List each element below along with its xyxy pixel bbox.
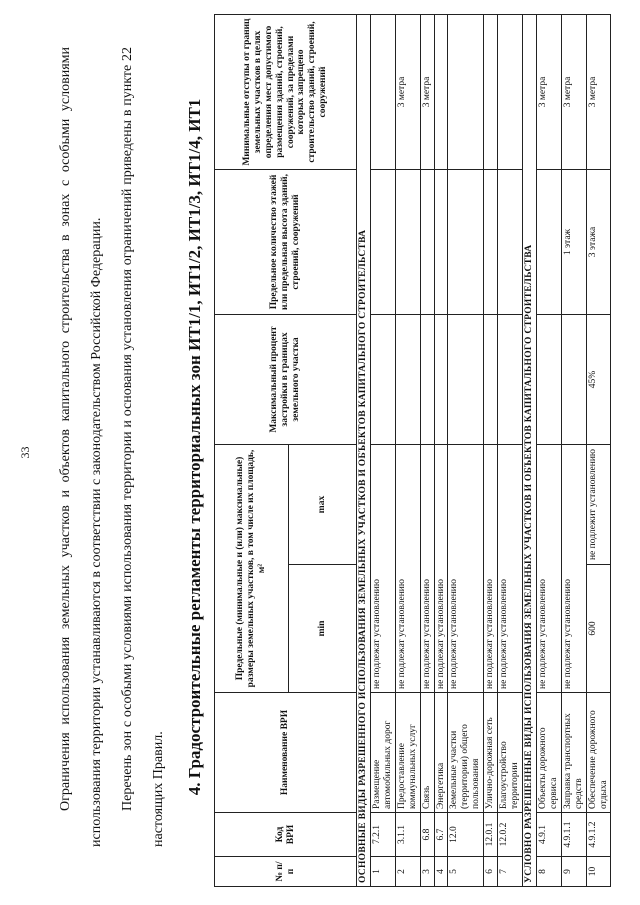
cell-code: 3.1.1 [395, 813, 420, 857]
header-setback: Минимальные отступы от границ земельных участков в целях определения мест допустимого размещения зданий, строений, сооружений, за пределами которых запрещено строительство зданий, строений, сооружений [215, 15, 357, 170]
cell-num: 10 [586, 857, 611, 887]
cell-code: 7.2.1 [370, 813, 395, 857]
cell-sizes: не подлежат установлению [498, 445, 523, 693]
header-min: min [289, 565, 357, 693]
cell-name: Объекты дорожного сервиса [536, 693, 561, 813]
table-row [536, 15, 561, 887]
cell-name: Размещение автомобильных дорог [370, 693, 395, 813]
intro-text [50, 47, 174, 847]
cell-num: 8 [536, 857, 561, 887]
table-row [484, 15, 498, 887]
cell-sizes: не подлежат установлению [561, 445, 586, 693]
cell-percent [395, 315, 420, 445]
cell-name: Энергетика [434, 693, 448, 813]
cell-setback [370, 15, 395, 170]
cell-percent [498, 315, 523, 445]
cell-name: Связь [420, 693, 434, 813]
cell-name: Благоустройство территории [498, 693, 523, 813]
cell-code: 4.9.1.1 [561, 813, 586, 857]
section-title: 4. Градостроительные регламенты территориальных зон ИТ1/1, ИТ1/2, ИТ1/3, ИТ1/4, ИТ1 [185, 98, 204, 796]
cell-code: 4.9.1 [536, 813, 561, 857]
cell-floors [434, 170, 448, 315]
cell-setback [484, 15, 498, 170]
cell-percent [420, 315, 434, 445]
cell-floors [395, 170, 420, 315]
cell-code: 4.9.1.2 [586, 813, 611, 857]
cell-code: 12.0 [448, 813, 484, 857]
table-row [498, 15, 523, 887]
cell-sizes: не подлежат установлению [536, 445, 561, 693]
cell-sizes: не подлежат установлению [434, 445, 448, 693]
header-percent: Максимальный процент застройки в границах земельного участка [215, 315, 357, 445]
table-row [370, 15, 395, 887]
cell-code: 12.0.1 [484, 813, 498, 857]
header-name: Наименование ВРИ [215, 693, 357, 813]
table-row [561, 15, 586, 887]
page-number: 33 [18, 446, 32, 459]
cell-sizes: не подлежат установлению [484, 445, 498, 693]
cell-name: Земельные участки (территории) общего пользования [448, 693, 484, 813]
intro-paragraph-2: Перечень зон с особыми условиями использования территории и основания установления ограничений приведены в пункте 22 настоящих Правил. [120, 47, 166, 847]
cell-sizes: не подлежат установлению [395, 445, 420, 693]
cell-percent [448, 315, 484, 445]
header-floors: Предельное количество этажей или предельная высота зданий, строений, сооружений [215, 170, 357, 315]
cell-min: 600 [586, 565, 611, 693]
cell-floors [498, 170, 523, 315]
cell-num: 6 [484, 857, 498, 887]
cell-setback: 3 метра [536, 15, 561, 170]
cell-percent [536, 315, 561, 445]
cell-name: Предоставление коммунальных услуг [395, 693, 420, 813]
cell-floors [536, 170, 561, 315]
cell-setback [434, 15, 448, 170]
cell-setback [448, 15, 484, 170]
cell-percent [561, 315, 586, 445]
cell-setback: 3 метра [561, 15, 586, 170]
cell-sizes: не подлежат установлению [420, 445, 434, 693]
cell-sizes: не подлежат установлению [448, 445, 484, 693]
cell-code: 12.0.2 [498, 813, 523, 857]
table-row [420, 15, 434, 887]
section-conditional-heading: УСЛОВНО РАЗРЕШЕННЫЕ ВИДЫ ИСПОЛЬЗОВАНИЯ ЗЕМЕЛЬНЫХ УЧАСТКОВ И ОБЪЕКТОВ КАПИТАЛЬНОГО СТРОИТЕЛЬСТВА [522, 15, 536, 887]
cell-num: 2 [395, 857, 420, 887]
intro-paragraph-1: Ограничения использования земельных участков и объектов капитального строительства в зонах с особыми условиями использования территории устанавливаются в соответствии с законодательством Российской Федерации. [58, 47, 104, 847]
cell-floors [420, 170, 434, 315]
cell-name: Обеспечение дорожного отдыха [586, 693, 611, 813]
cell-num: 9 [561, 857, 586, 887]
cell-max: не подлежит установлению [586, 445, 611, 565]
cell-num: 1 [370, 857, 395, 887]
header-sizes: Предельные (минимальные и (или) максимальные) размеры земельных участков, в том числе их площадь, м² [215, 445, 289, 693]
cell-percent: 45% [586, 315, 611, 445]
table-row [586, 15, 611, 887]
cell-floors [484, 170, 498, 315]
cell-floors: 1 этаж [561, 170, 586, 315]
cell-percent [370, 315, 395, 445]
header-max: max [289, 445, 357, 565]
section-main-heading: ОСНОВНЫЕ ВИДЫ РАЗРЕШЕННОГО ИСПОЛЬЗОВАНИЯ ЗЕМЕЛЬНЫХ УЧАСТКОВ И ОБЪЕКТОВ КАПИТАЛЬНОГО СТРОИТЕЛЬСТВА [357, 15, 371, 887]
regulations-table [214, 14, 611, 887]
table-row [434, 15, 448, 887]
header-num: № п/п [215, 857, 357, 887]
cell-setback: 3 метра [395, 15, 420, 170]
cell-name: Заправка транспортных средств [561, 693, 586, 813]
cell-setback: 3 метра [420, 15, 434, 170]
cell-num: 3 [420, 857, 434, 887]
cell-name: Улично-дорожная сеть [484, 693, 498, 813]
cell-setback [498, 15, 523, 170]
cell-floors [448, 170, 484, 315]
cell-floors: 3 этажа [586, 170, 611, 315]
cell-code: 6.7 [434, 813, 448, 857]
cell-sizes: не подлежат установлению [370, 445, 395, 693]
cell-num: 4 [434, 857, 448, 887]
cell-num: 7 [498, 857, 523, 887]
cell-percent [484, 315, 498, 445]
cell-percent [434, 315, 448, 445]
cell-code: 6.8 [420, 813, 434, 857]
table-row [395, 15, 420, 887]
cell-setback: 3 метра [586, 15, 611, 170]
table-row [448, 15, 484, 887]
cell-floors [370, 170, 395, 315]
header-code: Код ВРИ [215, 813, 357, 857]
cell-num: 5 [448, 857, 484, 887]
